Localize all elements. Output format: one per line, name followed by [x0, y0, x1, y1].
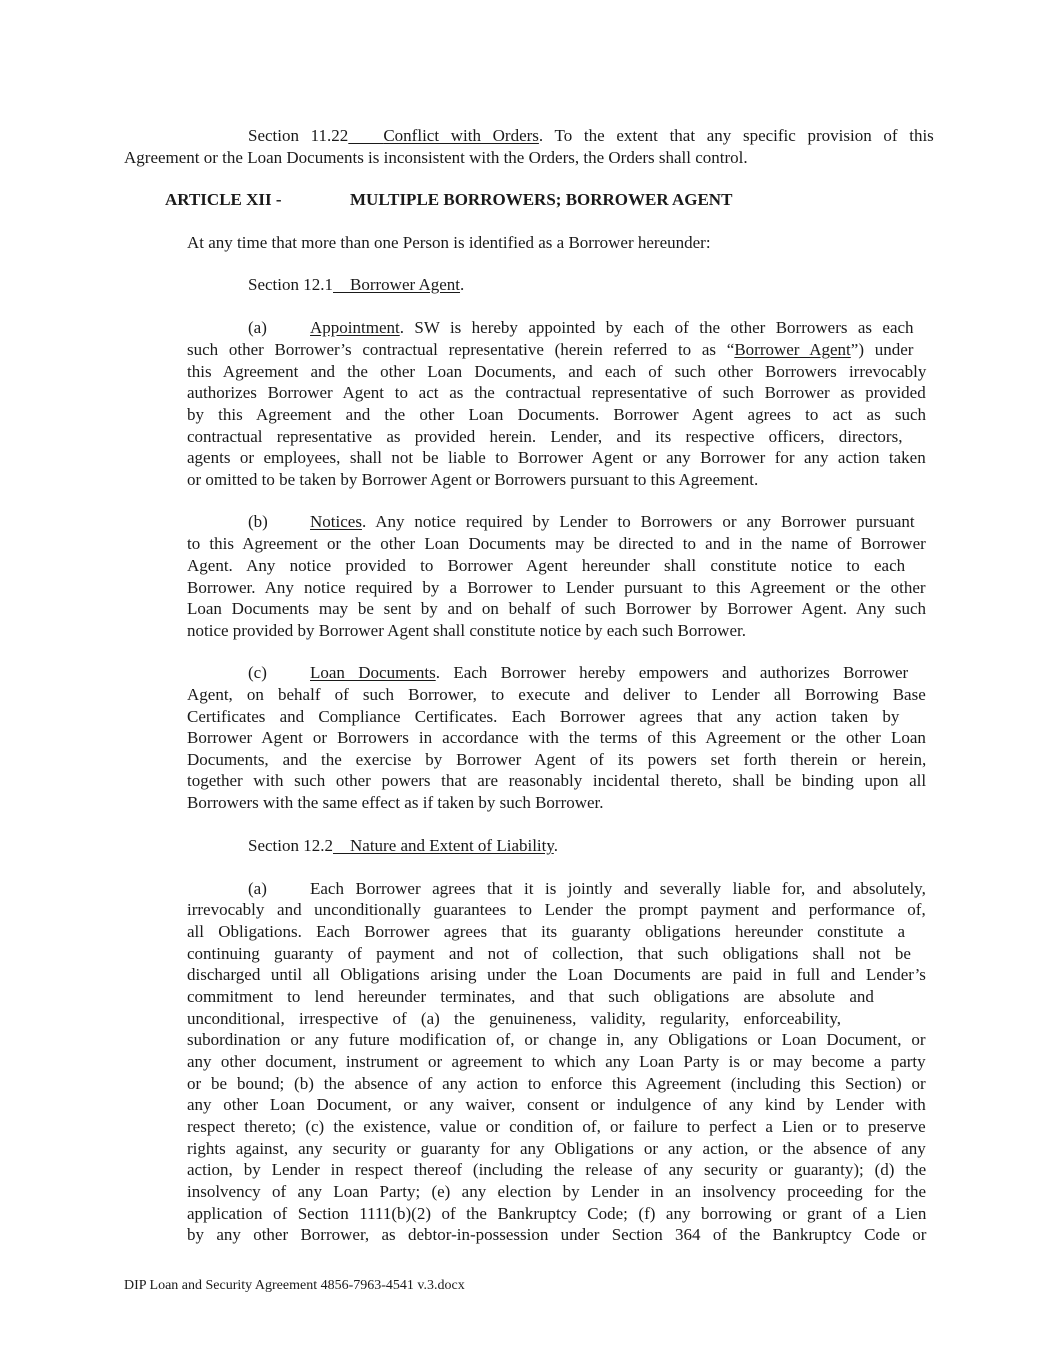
para-12-2-a-line-9: any other document, instrument or agreement to which any Loan Party is or may become a party — [187, 1052, 926, 1071]
para-12-1-b-line-6: notice provided by Borrower Agent shall constitute notice by each such Borrower. — [187, 621, 746, 640]
section-title-conflict-with-orders: Conflict with Orders — [383, 126, 539, 145]
para-12-2-a-line-14: action, by Lender in respect thereof (including the release of any security or guaranty); (d) the — [187, 1160, 927, 1179]
para-12-2-a-line-5: discharged until all Obligations arising under the Loan Documents are paid in full and Lender’s — [187, 965, 926, 984]
section-title-nature-and-extent-of-liability: Nature and Extent of Liability — [350, 836, 554, 855]
para-12-1-c-line-7: Borrowers with the same effect as if taken by such Borrower. — [187, 793, 604, 812]
section-number: Section 12.2 — [248, 836, 333, 855]
section-title-borrower-agent: Borrower Agent — [350, 275, 461, 294]
para-12-2-a-line-7: unconditional, irrespective of (a) the genuineness, validity, regularity, enforceability, — [187, 1009, 842, 1028]
para-12-1-b-line-5: Loan Documents may be sent by and on behalf of such Borrower by Borrower Agent. Any such — [187, 599, 927, 618]
defined-term-borrower-agent: Borrower Agent — [734, 340, 851, 359]
para-12-2-a-line-17: by any other Borrower, as debtor-in-possession under Section 364 of the Bankruptcy Code or — [187, 1225, 927, 1244]
para-12-2-a-line-2: irrevocably and unconditionally guarantees to Lender the prompt payment and performance of, — [187, 900, 926, 919]
article-intro: At any time that more than one Person is identified as a Borrower hereunder: — [187, 233, 711, 252]
para-12-1-c-line-6: together with such other powers that are reasonably incidental thereto, shall be binding upon all — [187, 771, 927, 790]
para-title-loan-documents: Loan Documents — [310, 663, 436, 682]
section-12-1-heading: Section 12.1 Borrower Agent. — [248, 275, 465, 294]
para-12-2-a-line-16: application of Section 1111(b)(2) of the Bankruptcy Code; (f) any borrowing or grant of a Lien — [187, 1204, 927, 1223]
section-12-2-heading: Section 12.2 Nature and Extent of Liability. — [248, 836, 559, 855]
para-title-notices: Notices — [310, 512, 362, 531]
para-12-2-a-label: (a) — [248, 879, 267, 898]
para-12-1-a-line-2: such other Borrower’s contractual representative (herein referred to as “Borrower Agent”) under — [187, 340, 914, 359]
para-12-1-a-line-4: authorizes Borrower Agent to act as the contractual representative of such Borrower as provided — [187, 383, 926, 402]
article-label: ARTICLE XII - — [165, 190, 282, 209]
section-number: Section 12.1 — [248, 275, 333, 294]
para-12-1-b-line-2: to this Agreement or the other Loan Documents may be directed to and in the name of Borrower — [187, 534, 926, 553]
para-12-1-c-line-5: Documents, and the exercise by Borrower Agent of its powers set forth therein or herein, — [187, 750, 927, 769]
page-footer: DIP Loan and Security Agreement 4856-7963-4541 v.3.docx — [124, 1278, 465, 1293]
para-12-1-a-label: (a) — [248, 318, 267, 337]
para-12-2-a-line-11: any other Loan Document, or any waiver, consent or indulgence of any kind by Lender with — [187, 1095, 926, 1114]
section-11-22-line-1: Section 11.22 Conflict with Orders. To the extent that any specific provision of this — [248, 126, 934, 145]
para-12-2-a-line-3: all Obligations. Each Borrower agrees that its guaranty obligations hereunder constitute a — [187, 922, 906, 941]
para-12-1-c-line-3: Certificates and Compliance Certificates. Each Borrower agrees that any action taken by — [187, 707, 900, 726]
para-12-1-b-line-1: Notices. Any notice required by Lender to Borrowers or any Borrower pursuant — [310, 512, 915, 531]
para-12-1-a-line-6: contractual representative as provided herein. Lender, and its respective officers, directors, — [187, 427, 903, 446]
section-number: Section 11.22 — [248, 126, 349, 145]
para-12-1-a-line-7: agents or employees, shall not be liable to Borrower Agent or any Borrower for any action taken — [187, 448, 926, 467]
para-title-appointment: Appointment — [310, 318, 400, 337]
para-12-1-c-line-1: Loan Documents. Each Borrower hereby empowers and authorizes Borrower — [310, 663, 909, 682]
para-12-2-a-line-12: respect thereto; (c) the existence, value or condition of, or failure to perfect a Lien or to preserve — [187, 1117, 926, 1136]
para-12-2-a-line-15: insolvency of any Loan Party; (e) any election by Lender in an insolvency proceeding for the — [187, 1182, 927, 1201]
para-12-2-a-line-4: continuing guaranty of payment and not of collection, that such obligations shall not be — [187, 944, 911, 963]
para-12-2-a-line-10: or be bound; (b) the absence of any action to enforce this Agreement (including this Section) or — [187, 1074, 926, 1093]
para-12-1-a-line-1: Appointment. SW is hereby appointed by each of the other Borrowers as each — [310, 318, 914, 337]
para-12-1-b-label: (b) — [248, 512, 268, 531]
para-12-2-a-line-1: Each Borrower agrees that it is jointly and severally liable for, and absolutely, — [310, 879, 926, 898]
section-11-22-line-2: Agreement or the Loan Documents is inconsistent with the Orders, the Orders shall control. — [124, 148, 748, 167]
para-12-2-a-line-13: rights against, any security or guaranty for any Obligations or any action, or the absence of any — [187, 1139, 926, 1158]
para-12-2-a-line-8: subordination or any future modification of, or change in, any Obligations or Loan Document, or — [187, 1030, 926, 1049]
para-12-1-c-line-2: Agent, on behalf of such Borrower, to execute and deliver to Lender all Borrowing Base — [187, 685, 926, 704]
para-12-1-a-line-5: by this Agreement and the other Loan Documents. Borrower Agent agrees to act as such — [187, 405, 927, 424]
para-12-1-c-line-4: Borrower Agent or Borrowers in accordance with the terms of this Agreement or the other Loan — [187, 728, 926, 747]
article-title: MULTIPLE BORROWERS; BORROWER AGENT — [350, 190, 733, 209]
para-12-2-a-line-6: commitment to lend hereunder terminates, and that such obligations are absolute and — [187, 987, 874, 1006]
para-12-1-b-line-4: Borrower. Any notice required by a Borrower to Lender pursuant to this Agreement or the other — [187, 578, 926, 597]
para-12-1-a-line-8: or omitted to be taken by Borrower Agent or Borrowers pursuant to this Agreement. — [187, 470, 759, 489]
para-12-1-b-line-3: Agent. Any notice provided to Borrower Agent hereunder shall constitute notice to each — [187, 556, 906, 575]
para-12-1-c-label: (c) — [248, 663, 267, 682]
para-12-1-a-line-3: this Agreement and the other Loan Documents, and each of such other Borrowers irrevocably — [187, 362, 927, 381]
